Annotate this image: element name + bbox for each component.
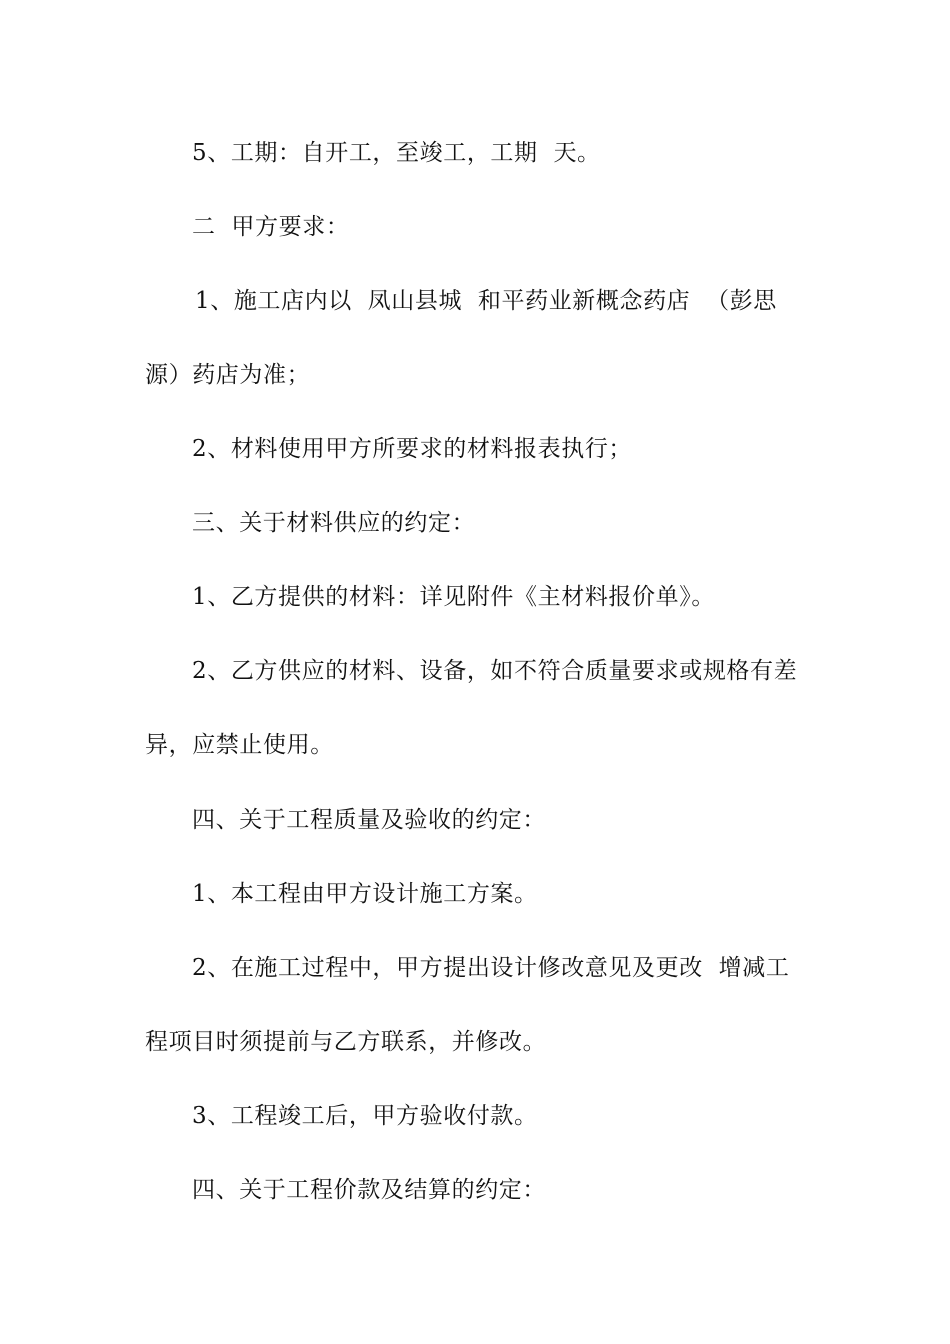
section-heading-party-a-requirements: 二 甲方要求：	[192, 214, 350, 240]
section-heading-quality-acceptance: 四、关于工程质量及验收的约定：	[192, 807, 546, 833]
clause-duration: 5、工期：自开工，至竣工，工期 天。	[192, 140, 601, 166]
clause-materials-report: 2、材料使用甲方所要求的材料报表执行；	[192, 436, 633, 462]
clause-materials-quality-line-2: 异，应禁止使用。	[145, 732, 334, 758]
clause-store-standard-line-1: 1、施工店内以 凤山县城 和平药业新概念药店 （彭思	[195, 288, 777, 314]
clause-materials-quality-line-1: 2、乙方供应的材料、设备，如不符合质量要求或规格有差	[192, 658, 798, 684]
clause-design-plan: 1、本工程由甲方设计施工方案。	[192, 881, 538, 907]
clause-materials-provided: 1、乙方提供的材料：详见附件《主材料报价单》。	[192, 584, 715, 610]
clause-acceptance-payment: 3、工程竣工后，甲方验收付款。	[192, 1103, 538, 1129]
section-heading-price-settlement: 四、关于工程价款及结算的约定：	[192, 1177, 546, 1203]
clause-design-changes-line-1: 2、在施工过程中，甲方提出设计修改意见及更改 增减工	[192, 955, 790, 981]
clause-design-changes-line-2: 程项目时须提前与乙方联系，并修改。	[145, 1029, 547, 1055]
section-heading-material-supply: 三、关于材料供应的约定：	[192, 510, 476, 536]
clause-store-standard-line-2: 源）药店为准；	[145, 362, 311, 388]
